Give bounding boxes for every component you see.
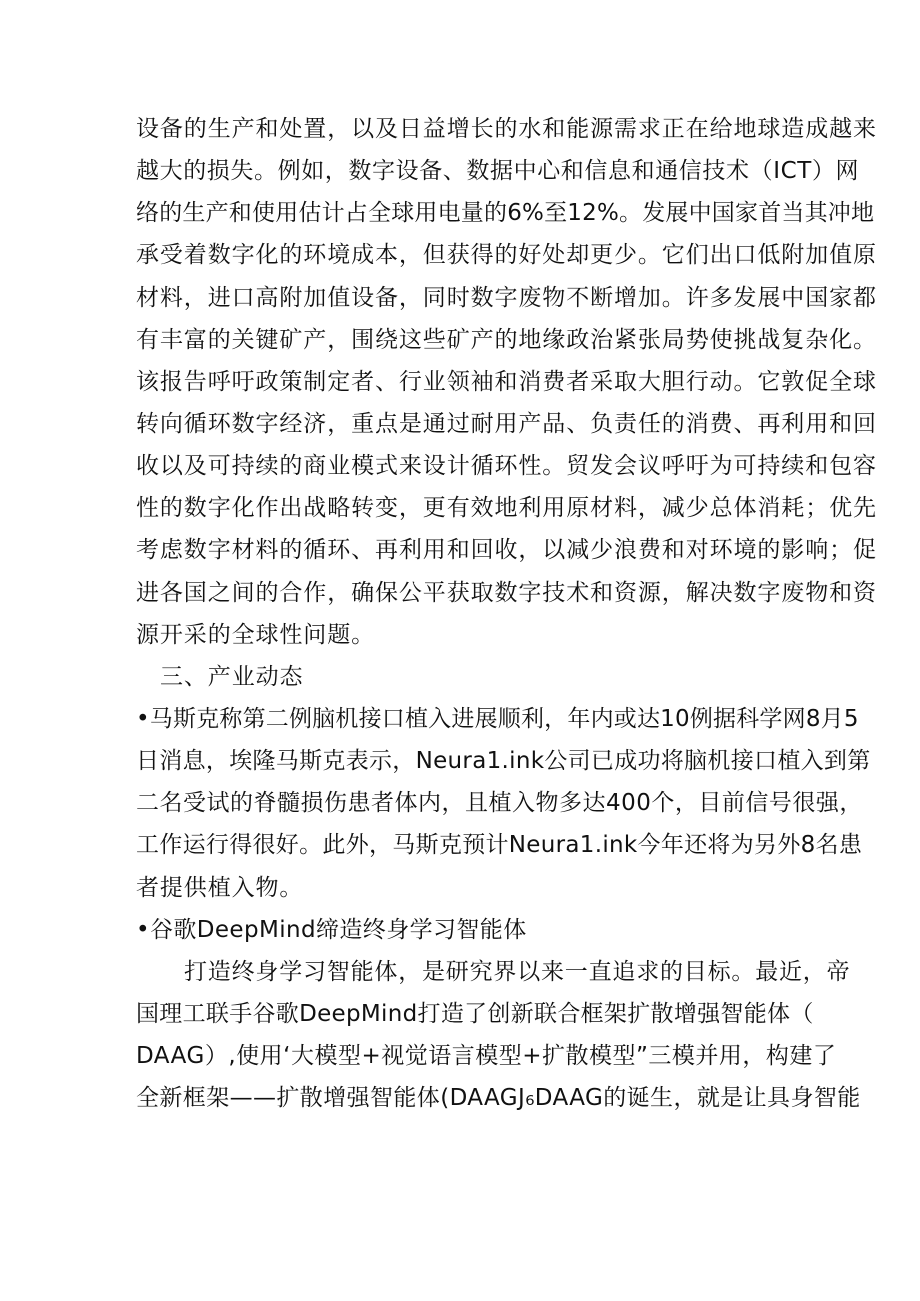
paragraph-line: 该报告呼吁政策制定者、行业领袖和消费者采取大胆行动。它敦促全球 — [136, 369, 877, 395]
section-heading: 三、产业动态 — [160, 664, 304, 690]
paragraph-line: 全新框架——扩散增强智能体(DAAGJ₆DAAG的诞生，就是让具身智能 — [136, 1085, 861, 1111]
paragraph-line: 有丰富的关键矿产，围绕这些矿产的地缘政治紧张局势使挑战复杂化。 — [136, 327, 877, 353]
paragraph-line: 转向循环数字经济，重点是通过耐用产品、负责任的消费、再利用和回 — [136, 411, 877, 437]
paragraph-line: 国理工联手谷歌DeepMind打造了创新联合框架扩散增强智能体（ — [136, 1001, 814, 1027]
paragraph-line: 打造终身学习智能体，是研究界以来一直追求的目标。最近，帝 — [184, 959, 851, 985]
paragraph-line: DAAG）,使用‘大模型+视觉语言模型+扩散模型”三模并用，构建了 — [136, 1043, 837, 1069]
news-item-title: •谷歌DeepMind缔造终身学习智能体 — [136, 917, 527, 943]
news-item-title: •马斯克称第二例脑机接口植入进展顺利，年内或达10例据科学网8月5 — [136, 706, 859, 732]
paragraph-line: 进各国之间的合作，确保公平获取数字技术和资源，解决数字废物和资 — [136, 580, 877, 606]
paragraph-line: 络的生产和使用估计占全球用电量的6%至12%。发展中国家首当其冲地 — [136, 200, 875, 226]
paragraph-line: 设备的生产和处置，以及日益增长的水和能源需求正在给地球造成越来 — [136, 116, 877, 142]
paragraph-line: 考虑数字材料的循环、再利用和回收，以减少浪费和对环境的影响；促 — [136, 537, 877, 563]
paragraph-line: 源开采的全球性问题。 — [136, 622, 375, 648]
paragraph-line: 收以及可持续的商业模式来设计循环性。贸发会议呼吁为可持续和包容 — [136, 453, 877, 479]
paragraph-line: 材料，进口高附加值设备，同时数字废物不断增加。许多发展中国家都 — [136, 285, 877, 311]
paragraph-line: 承受着数字化的环境成本，但获得的好处却更少。它们出口低附加值原 — [136, 242, 877, 268]
paragraph-line: 性的数字化作出战略转变，更有效地利用原材料，减少总体消耗；优先 — [136, 495, 877, 521]
paragraph-line: 工作运行得很好。此外，马斯克预计Neura1.ink今年还将为另外8名患 — [136, 832, 863, 858]
paragraph-line: 二名受试的脊髓损伤患者体内，且植入物多达400个，目前信号很强， — [136, 790, 863, 816]
paragraph-line: 越大的损失。例如，数字设备、数据中心和信息和通信技术（ICT）网 — [136, 158, 860, 184]
paragraph-line: 日消息，埃隆马斯克表示，Neura1.ink公司已成功将脑机接口植入到第 — [136, 748, 871, 774]
paragraph-line: 者提供植入物。 — [136, 875, 304, 901]
